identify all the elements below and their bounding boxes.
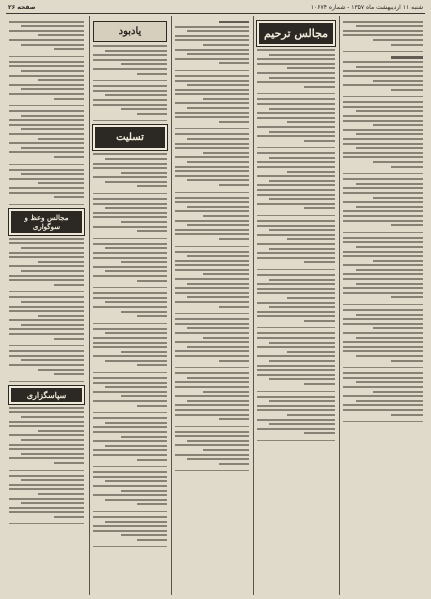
page-header (6, 3, 425, 14)
section-heading-yadbud: یادبود (93, 21, 167, 42)
issue-date: شنبه ۱۱ اردیبهشت ماه ۱۳۵۷ - شماره ۱۰۶۷۴ (310, 4, 423, 11)
column-2 (89, 16, 170, 595)
section-heading-sepas: سپاسگزاری (9, 386, 84, 404)
section-heading-tasliyat: تسلیت (93, 125, 167, 150)
section-heading-tarhim: مجالس ترحیم (257, 21, 335, 46)
column-3 (171, 16, 252, 595)
section-heading-vaz: مجالس وعظ و سوگواری (9, 209, 84, 235)
column-5 (339, 16, 426, 595)
column-1 (6, 16, 87, 595)
page-number: صفحه ۲۶ (8, 4, 36, 11)
column-4 (253, 16, 338, 595)
